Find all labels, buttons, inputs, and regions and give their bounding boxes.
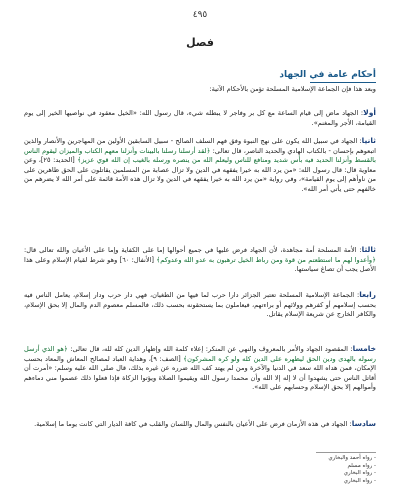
section-title: فصل (186, 36, 214, 49)
intro-line: وبعد هذا فإن الجماعة الإسلامية المسلحة تؤمن بالأحكام الآتية: (209, 85, 376, 93)
section-heading: أحكام عامة في الجهاد (279, 70, 376, 80)
footnote-rule (316, 452, 376, 453)
item-label: خامسا (352, 344, 376, 353)
page-number: ٤٩٥ (192, 10, 208, 20)
item-text: الأمة المسلحة أمة مجاهدة، لأن الجهاد فرض عليها في جميع أحوالها إما على الكفاية وإما على الأعيان والله تعالى قال: (24, 246, 357, 254)
item-label: ثانيا (361, 136, 376, 145)
item-label: ثالثا (361, 245, 376, 254)
item-2: ثانيا: الجهاد في سبيل الله يكون على نهج النبوة وفق فهم السلف الصالح - سبيل السابقين الأولين من المهاجرين والأنصار والذين اتبعوهم بإحسان - بالكتاب الهادي والحديد الناصر، قال تعالى: ﴿لقد أرسلنا رسلنا بالبينات وأنزلنا معهم الكتاب والميزان ليقوم الناس بالقسط وأنزلنا الحديد فيه بأس شديد ومنافع للناس وليعلم الله من ينصره ورسله بالغيب إن الله قوي عزيز﴾ [الحديد: ٢٥]، وعن معاوية قال: قال رسول الله: «من يرد الله به خيرا يفقهه في الدين ولا تزال عصابة من المسلمين يقاتلون على الحق ظاهرين على من ناوأهم إلى يوم القيامة»، وفي رواية «من يرد الله به خيرا يفقهه في الدين ولا تزال هذه الأمة قائمة على أمر الله لا يضرهم من خالفهم حتى يأتي أمر الله». (24, 136, 376, 193)
item-4: رابعا: الجماعة الإسلامية المسلحة تعتبر الجزائر دارا حرب لما فيها من الطغيان، فهي دار حرب ودار إسلام، يعامل الناس فيه بحسب إسلامهم أو كفرهم وولائهم أو براءتهم، فيعاملون بما يستحقونه بحسب ذلك، فالمسلم معصوم الدم والمال إلا بحق الإسلام، والكافر الخارج عن شريعة الإسلام يقاتل. (24, 290, 376, 319)
item-text: المقصود الجهاد والأمر بالمعروف والنهي عن المنكر: إعلاء كلمة الله وإظهار الدين كله لله، قال تعالى: (70, 345, 348, 353)
quran-verse: ﴿لقد أرسلنا رسلنا بالبينات وأنزلنا معهم الكتاب والميزان ليقوم الناس بالقسط وأنزلنا الحديد فيه بأس شديد ومنافع للناس وليعلم الله من ينصره ورسله بالغيب إن الله قوي عزيز﴾ (24, 146, 376, 165)
item-6: سادسا: الجهاد في هذه الأزمان فرض على الأعيان بالنفس والمال واللسان والقلب في كافة الديار التي كانت يوما ما إسلامية. (34, 419, 376, 428)
item-text: الجماعة الإسلامية المسلحة تعتبر الجزائر دارا حرب لما فيها من الطغيان، فهي دار حرب ودار إسلام، يعامل الناس فيه بحسب إسلامهم أو كفرهم وولائهم أو براءتهم، فيعاملون بما يستحقونه بحسب ذلك، فالمسلم معصوم الدم والمال إلا بحق الإسلام، والكافر الخارج عن شريعة الإسلام يقاتل. (24, 291, 376, 319)
item-text-continued: [الصف: ٩]، وهداية العباد لمصالح المعاش والمعاد بحسب الإمكان، فمن هداه الله سعد في الدنيا والآخرة ومن لم يهتد كف الله ضرره عن غيره بذلك، قال صلى الله عليه وسلم: «أمرت أن أقاتل الناس حتى يشهدوا أن لا إله إلا الله وأن محمدا رسول الله ويقيموا الصلاة ويؤتوا الزكاة فإذا فعلوا ذلك عصموا مني دماءهم وأموالهم إلا بحق الإسلام وحسابهم على الله». (24, 354, 376, 392)
quran-verse: ﴿هو الذي أرسل رسوله بالهدى ودين الحق ليظهره على الدين كله ولو كره المشركون﴾ (24, 345, 376, 363)
item-1: أولا: الجهاد ماض إلى قيام الساعة مع كل بر وفاجر لا يبطله شيء، قال رسول الله: «الخيل معقود في نواصيها الخير إلى يوم القيامة، الأجر والمغنم». (24, 108, 376, 127)
item-label: أولا (363, 108, 376, 117)
footnotes (226, 455, 376, 485)
item-text-continued: [الحديد: ٢٥]، وعن معاوية قال: قال رسول الله: «من يرد الله به خيرا يفقهه في الدين ولا تزال عصابة من المسلمين يقاتلون على الحق ظاهرين على من ناوأهم إلى يوم القيامة»، وفي رواية «من يرد الله به خيرا يفقهه في الدين ولا تزال هذه الأمة قائمة على أمر الله لا يضرهم من خالفهم حتى يأتي أمر الله». (24, 156, 376, 193)
heading-underline (310, 82, 376, 83)
footnote: - رواه أحمد والبخاري (328, 455, 376, 461)
item-3: ثالثا: الأمة المسلحة أمة مجاهدة، لأن الجهاد فرض عليها في جميع أحوالها إما على الكفاية وإما على الأعيان والله تعالى قال: ﴿وأعدوا لهم ما استطعتم من قوة ومن رباط الخيل ترهبون به عدو الله وعدوكم﴾ [الأنفال: ٦٠] وهو شرط لقيام الإسلام وعلى هذا الأصل يجب أن تصاغ سياستها. (24, 245, 376, 274)
footnote: - رواه البخاري (343, 470, 376, 477)
item-text-continued: [الأنفال: ٦٠] وهو شرط لقيام الإسلام وعلى هذا الأصل يجب أن تصاغ سياستها. (24, 255, 376, 274)
item-text: الجهاد في هذه الأزمان فرض على الأعيان بالنفس والمال واللسان والقلب في كافة الديار التي كانت يوما ما إسلامية. (34, 420, 348, 428)
item-label: رابعا (359, 290, 376, 299)
item-5: خامسا: المقصود الجهاد والأمر بالمعروف والنهي عن المنكر: إعلاء كلمة الله وإظهار الدين كله لله، قال تعالى: ﴿هو الذي أرسل رسوله بالهدى ودين الحق ليظهره على الدين كله ولو كره المشركون﴾ [الصف: ٩]، وهداية العباد لمصالح المعاش والمعاد بحسب الإمكان، فمن هداه الله سعد في الدنيا والآخرة ومن لم يهتد كف الله ضرره عن غيره بذلك، قال صلى الله عليه وسلم: «أمرت أن أقاتل الناس حتى يشهدوا أن لا إله إلا الله وأن محمدا رسول الله ويقيموا الصلاة ويؤتوا الزكاة فإذا فعلوا ذلك عصموا مني دماءهم وأموالهم إلا بحق الإسلام وحسابهم على الله». (24, 344, 376, 392)
footnote: - رواه البخاري (343, 477, 376, 484)
item-text: الجهاد في سبيل الله يكون على نهج النبوة وفق فهم السلف الصالح - سبيل السابقين الأولين من المهاجرين والأنصار والذين اتبعوهم بإحسان - بالكتاب الهادي والحديد الناصر، قال تعالى: (24, 137, 376, 155)
item-label: سادسا (351, 419, 376, 428)
footnote: - رواه مسلم (347, 462, 376, 469)
item-text: الجهاد ماض إلى قيام الساعة مع كل بر وفاجر لا يبطله شيء، قال رسول الله: «الخيل معقود في نواصيها الخير إلى يوم القيامة، الأجر والمغنم». (24, 109, 376, 127)
quran-verse: ﴿وأعدوا لهم ما استطعتم من قوة ومن رباط الخيل ترهبون به عدو الله وعدوكم﴾ (156, 255, 376, 264)
